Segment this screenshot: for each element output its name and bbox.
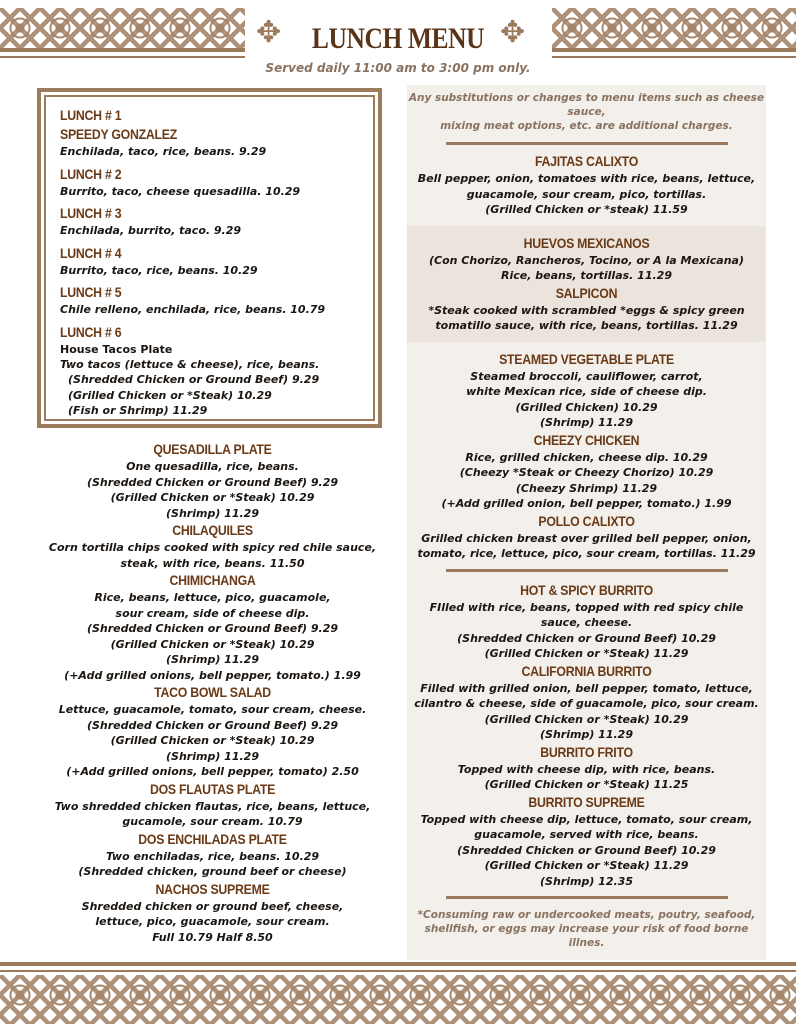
item-line: guacamole, sour cream, pico, tortillas. xyxy=(466,187,707,201)
ornament-icon: ✥ xyxy=(256,15,282,50)
page-title: LUNCH MENU xyxy=(311,22,485,55)
item-line: Bell pepper, onion, tomatoes with rice, beans, lettuce, xyxy=(417,172,756,185)
item-line: Two shredded chicken flautas, rice, beans, lettuce, xyxy=(54,799,371,813)
item-title: BURRITO SUPREME xyxy=(528,793,645,810)
item-line: sauce, cheese. xyxy=(540,616,633,629)
lunch-item xyxy=(60,204,359,239)
item-line: (Shredded Chicken or Ground Beef) 9.29 xyxy=(86,475,339,489)
menu-item xyxy=(407,581,766,662)
item-title: LUNCH # 1 xyxy=(60,107,122,123)
item-line: guacamole, served with rice, beans. xyxy=(474,828,699,841)
highlight-band xyxy=(407,226,766,342)
item-line: (Grilled Chicken) 10.29 xyxy=(515,400,658,414)
item-line: (Cheezy *Steak or Cheezy Chorizo) 10.29 xyxy=(459,466,714,479)
food-safety-footnote: *Consuming raw or undercooked meats, poutry, seafood, xyxy=(417,909,756,921)
item-line: (Grilled Chicken or *Steak) 11.25 xyxy=(484,778,689,791)
item-title: CHILAQUILES xyxy=(172,522,253,538)
item-line: Enchilada, burrito, taco. 9.29 xyxy=(60,224,242,237)
menu-item xyxy=(407,152,766,218)
item-line: (Grilled Chicken or *Steak) 10.29 xyxy=(484,712,689,726)
lunch-item xyxy=(60,106,359,160)
menu-item xyxy=(40,683,385,780)
item-line: Grilled chicken breast over grilled bell pepper, onion, xyxy=(421,531,752,545)
item-line: (+Add grilled onion, bell pepper, tomato.) 1.99 xyxy=(441,497,732,510)
item-line: (Cheezy Shrimp) 11.29 xyxy=(515,481,658,495)
food-safety-footnote: shellfish, or eggs may increase your risk of food borne illnes. xyxy=(424,923,749,949)
menu-item xyxy=(40,830,385,880)
menu-item xyxy=(40,780,385,830)
bottom-rule xyxy=(0,962,796,972)
item-line: Corn tortilla chips cooked with spicy red chile sauce, xyxy=(48,541,377,554)
item-line: (Shrimp) 11.29 xyxy=(166,749,259,763)
item-line: Topped with cheese dip, with rice, beans. xyxy=(457,762,716,776)
item-line: Two tacos (lettuce & cheese), rice, beans. xyxy=(60,357,320,371)
item-line: Two enchiladas, rice, beans. 10.29 xyxy=(105,849,320,863)
item-title: CALIFORNIA BURRITO xyxy=(521,662,652,679)
item-line: (Fish or Shrimp) 11.29 xyxy=(68,404,208,417)
item-line: (Shredded chicken, ground beef or cheese) xyxy=(78,865,347,878)
substitutions-note: Any substitutions or changes to menu items such as cheese sauce, xyxy=(408,92,765,118)
item-subtitle: House Tacos Plate xyxy=(60,342,173,356)
item-title: QUESADILLA PLATE xyxy=(153,441,272,457)
item-line: Full 10.79 Half 8.50 xyxy=(152,930,273,944)
item-line: (Shredded Chicken or Ground Beef) 9.29 xyxy=(86,718,339,732)
item-line: Rice, beans, tortillas. 11.29 xyxy=(501,269,672,282)
menu-item xyxy=(407,431,766,512)
item-line: (+Add grilled onions, bell pepper, tomato) 2.50 xyxy=(66,765,359,778)
item-line: (Shredded Chicken or Ground Beef) 9.29 xyxy=(86,622,339,635)
item-line: steak, with rice, beans. 11.50 xyxy=(120,556,305,570)
item-line: (Grilled Chicken or *Steak) 10.29 xyxy=(68,388,272,402)
menu-item xyxy=(407,662,766,743)
divider xyxy=(446,142,728,145)
lunch-item xyxy=(60,323,359,419)
item-line: lettuce, pico, guacamole, sour cream. xyxy=(95,915,330,928)
item-line: (Shrimp) 11.29 xyxy=(166,653,259,666)
item-line: white Mexican rice, side of cheese dip. xyxy=(466,385,707,398)
item-line: (Shredded Chicken or Ground Beef) 10.29 xyxy=(457,843,716,857)
item-line: FIlled with rice, beans, topped with red spicy chile xyxy=(429,600,744,614)
right-menu-panel xyxy=(407,85,766,960)
item-line: tomatillo sauce, with rice, beans, tortillas. 11.29 xyxy=(435,319,738,332)
item-title: TACO BOWL SALAD xyxy=(154,684,271,700)
item-title: DOS FLAUTAS PLATE xyxy=(149,780,276,797)
item-line: *Steak cooked with scrambled *eggs & spicy green xyxy=(428,303,745,317)
item-line: (+Add grilled onions, bell pepper, tomato.) 1.99 xyxy=(64,668,361,682)
menu-item xyxy=(407,512,766,562)
lunch-item xyxy=(60,283,359,318)
menu-item xyxy=(407,793,766,890)
item-line: (Shrimp) 11.29 xyxy=(540,416,633,429)
ornament-icon: ✥ xyxy=(500,15,526,50)
item-title: STEAMED VEGETABLE PLATE xyxy=(499,350,674,367)
menu-item xyxy=(407,234,766,284)
item-line: (Shrimp) 12.35 xyxy=(540,874,633,888)
item-title: POLLO CALIXTO xyxy=(538,512,635,529)
item-title: LUNCH # 4 xyxy=(60,244,122,261)
item-title: HOT & SPICY BURRITO xyxy=(520,581,653,598)
menu-item xyxy=(407,284,766,334)
item-line: Rice, grilled chicken, cheese dip. 10.29 xyxy=(465,450,708,464)
item-line: sour cream, side of cheese dip. xyxy=(115,606,310,620)
item-line: Topped with cheese dip, lettuce, tomato, sour cream, xyxy=(420,812,753,826)
item-line: (Shredded Chicken or Ground Beef) 10.29 xyxy=(457,631,716,645)
item-title: HUEVOS MEXICANOS xyxy=(523,234,650,251)
item-title: DOS ENCHILADAS PLATE xyxy=(138,830,287,847)
item-line: cilantro & cheese, side of guacamole, pico, sour cream. xyxy=(414,697,759,710)
item-line: (Grilled Chicken or *Steak) 10.29 xyxy=(110,491,315,504)
tile-border-bottom xyxy=(0,975,796,1024)
item-line: Burrito, taco, cheese quesadilla. 10.29 xyxy=(60,184,301,198)
divider xyxy=(446,896,728,899)
menu-item xyxy=(40,440,385,521)
menu-item xyxy=(407,350,766,431)
item-line: Lettuce, guacamole, tomato, sour cream, cheese. xyxy=(58,703,367,716)
served-hours: Served daily 11:00 am to 3:00 pm only. xyxy=(265,61,531,75)
item-title: CHEEZY CHICKEN xyxy=(533,431,640,448)
left-menu-column xyxy=(40,440,385,945)
menu-item xyxy=(40,521,385,571)
item-line: (Shredded Chicken or Ground Beef) 9.29 xyxy=(68,373,320,386)
substitutions-note: mixing meat options, etc. are additional charges. xyxy=(440,120,733,132)
item-title: SALPICON xyxy=(555,284,618,301)
item-line: gucamole, sour cream. 10.79 xyxy=(122,815,303,828)
menu-item xyxy=(407,743,766,793)
item-subtitle: SPEEDY GONZALEZ xyxy=(60,126,177,142)
item-line: Steamed broccoli, cauliflower, carrot, xyxy=(470,369,703,383)
item-line: (Shrimp) 11.29 xyxy=(166,506,259,520)
item-title: BURRITO FRITO xyxy=(540,743,633,760)
lunch-item xyxy=(60,244,359,279)
item-title: LUNCH # 3 xyxy=(60,205,122,221)
item-line: Filled with grilled onion, bell pepper, tomato, lettuce, xyxy=(420,681,753,695)
item-title: CHIMICHANGA xyxy=(169,572,256,588)
item-line: tomato, rice, lettuce, pico, sour cream, tortillas. 11.29 xyxy=(417,547,756,560)
item-title: LUNCH # 6 xyxy=(60,323,122,340)
item-line: (Grilled Chicken or *steak) 11.59 xyxy=(485,203,688,216)
item-title: FAJITAS CALIXTO xyxy=(534,153,639,169)
lunch-item xyxy=(60,165,359,200)
item-title: LUNCH # 5 xyxy=(60,284,122,300)
item-line: (Grilled Chicken or *Steak) 11.29 xyxy=(484,647,689,660)
item-line: Rice, beans, lettuce, pico, guacamole, xyxy=(94,591,331,604)
item-line: (Con Chorizo, Rancheros, Tocino, or A la Mexicana) xyxy=(428,253,745,267)
item-line: (Shrimp) 11.29 xyxy=(540,728,633,741)
item-line: (Grilled Chicken or *Steak) 11.29 xyxy=(484,859,689,872)
item-title: NACHOS SUPREME xyxy=(155,880,270,897)
item-line: Shredded chicken or ground beef, cheese, xyxy=(81,899,344,913)
item-line: (Grilled Chicken or *Steak) 10.29 xyxy=(110,637,315,651)
item-line: Burrito, taco, rice, beans. 10.29 xyxy=(60,263,258,277)
item-title: LUNCH # 2 xyxy=(60,165,122,182)
menu-item xyxy=(40,880,385,946)
item-line: Enchilada, taco, rice, beans. 9.29 xyxy=(60,145,267,158)
item-line: One quesadilla, rice, beans. xyxy=(126,460,299,473)
menu-item xyxy=(40,571,385,683)
item-line: (Grilled Chicken or *Steak) 10.29 xyxy=(110,734,315,747)
lunch-specials-box xyxy=(37,88,382,428)
divider xyxy=(446,569,728,572)
item-line: Chile relleno, enchilada, rice, beans. 10.79 xyxy=(60,303,326,316)
